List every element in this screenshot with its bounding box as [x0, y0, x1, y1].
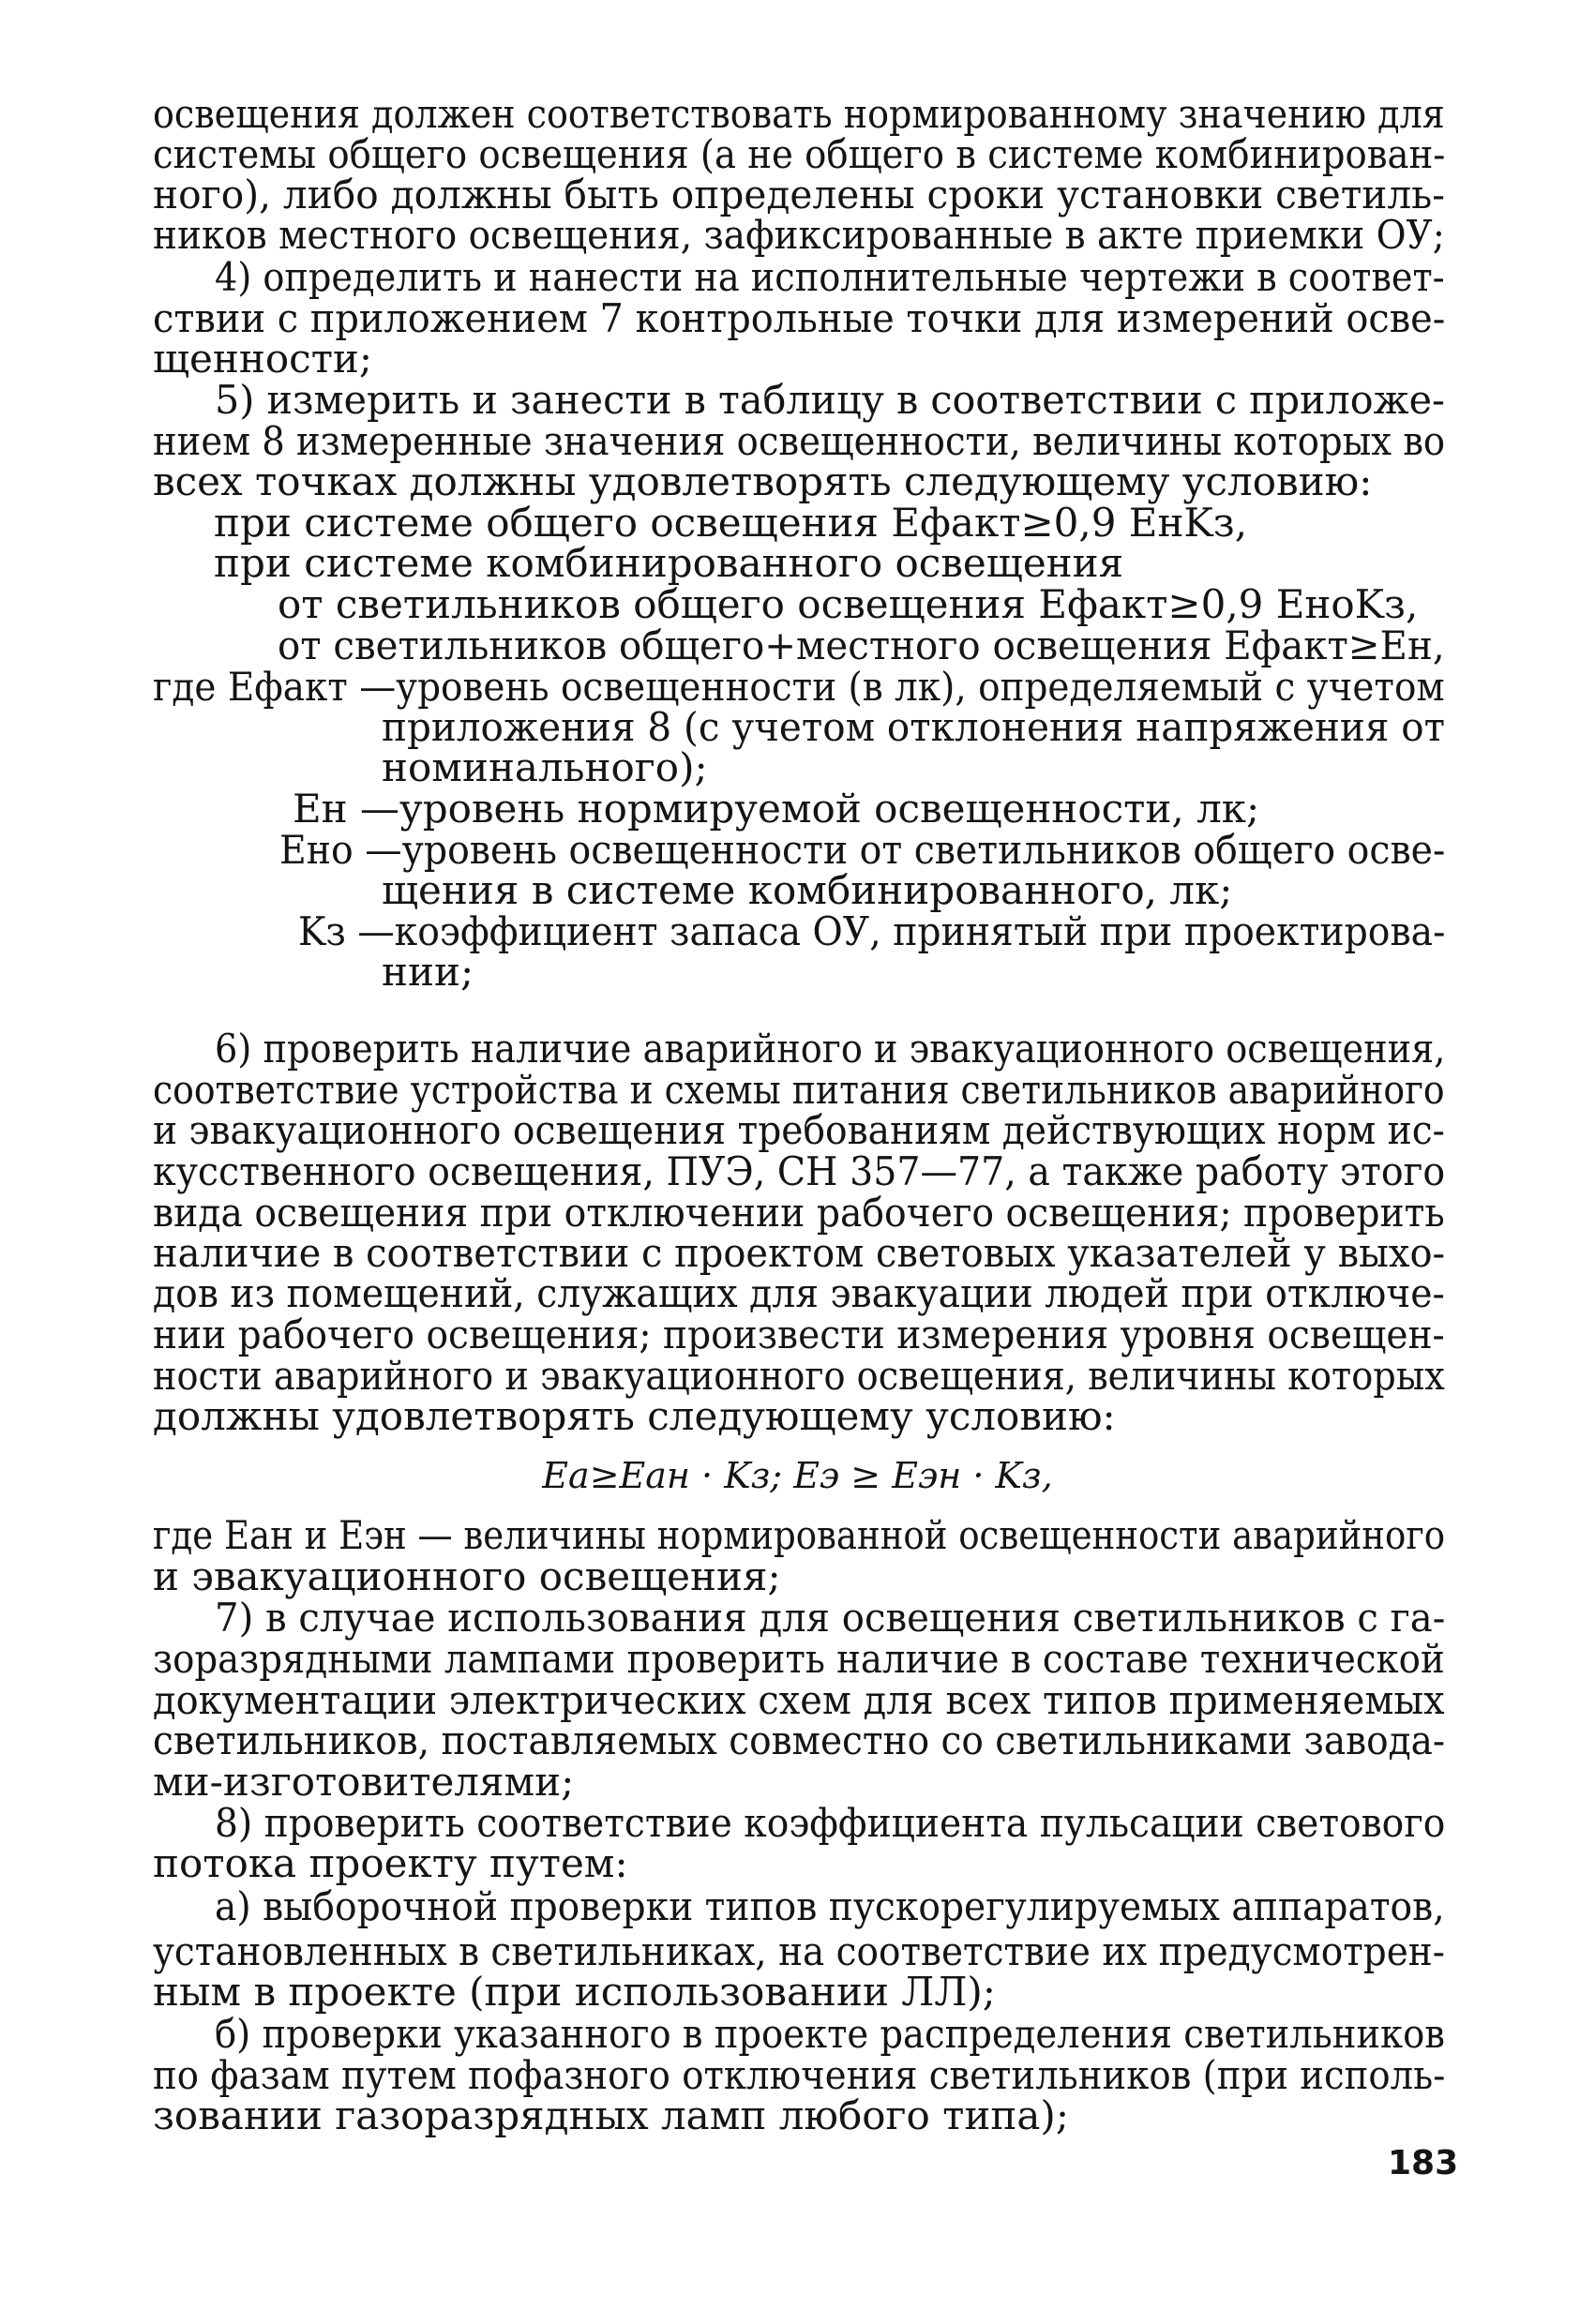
text-line: наличие в соответствии с проектом световых указателей у выхо-: [153, 1230, 1446, 1276]
text-line: и эвакуационного освещения требованиям действующих норм ис-: [153, 1107, 1445, 1153]
text-line: а) выборочной проверки типов пускорегулируемых аппаратов,: [215, 1883, 1445, 1929]
text-line: вида освещения при отключении рабочего освещения; проверить: [153, 1190, 1445, 1236]
text-line: щенности;: [153, 336, 373, 382]
text-line: Eн —уровень нормируемой освещенности, лк;: [293, 786, 1260, 832]
text-line: должны удовлетворять следующему условию:: [153, 1393, 1116, 1439]
text-line: ствии с приложением 7 контрольные точки для измерений осве-: [153, 295, 1446, 341]
text-line: освещения должен соответствовать нормированному значению для: [153, 91, 1445, 137]
text-line: где Eфакт —уровень освещенности (в лк), определяемый с учетом: [153, 664, 1445, 710]
text-line: нием 8 измеренные значения освещенности, величины которых во: [153, 418, 1446, 464]
text-line: 6) проверить наличие аварийного и эвакуационного освещения,: [215, 1026, 1446, 1072]
text-line: при системе общего освещения Eфакт≥0,9 EнKз,: [214, 500, 1248, 546]
text-line: ми-изготовителями;: [153, 1759, 575, 1805]
text-line: и эвакуационного освещения;: [153, 1553, 781, 1599]
text-line: Kз —коэффициент запаса ОУ, принятый при проектирова-: [298, 908, 1446, 954]
text-line: при системе комбинированного освещения: [214, 540, 1124, 586]
text-line: всех точках должны удовлетворять следующему условию:: [153, 458, 1373, 504]
text-line: кусственного освещения, ПУЭ, СН 357—77, а также работу этого: [153, 1148, 1446, 1194]
text-line: установленных в светильниках, на соответствие их предусмотрен-: [153, 1928, 1445, 1974]
text-line: 4) определить и нанести на исполнительные чертежи в соответ-: [215, 254, 1445, 300]
formula: Ea≥Eан · Kз; Eэ ≥ Eэн · Kз,: [542, 1455, 1053, 1496]
text-line: системы общего освещения (а не общего в системе комбинирован-: [153, 131, 1446, 177]
text-line: 5) измерить и занести в таблицу в соответствии с приложе-: [215, 377, 1445, 423]
text-line: ников местного освещения, зафиксированные в акте приемки ОУ;: [153, 212, 1445, 258]
text-line: светильников, поставляемых совместно со светильниками завода-: [153, 1717, 1446, 1763]
text-line: документации электрических схем для всех типов применяемых: [153, 1677, 1445, 1723]
text-line: 7) в случае использования для освещения светильников с га-: [215, 1595, 1446, 1641]
text-line: приложения 8 (с учетом отклонения напряжения от: [382, 704, 1446, 750]
text-line: где Eан и Eэн — величины нормированной освещенности аварийного: [153, 1512, 1446, 1558]
text-line: ного), либо должны быть определены сроки установки светиль-: [153, 172, 1446, 217]
text-line: б) проверки указанного в проекте распределения светильников: [215, 2011, 1445, 2057]
text-line: нии;: [382, 949, 474, 995]
text-line: соответствие устройства и схемы питания светильников аварийного: [153, 1067, 1445, 1113]
text-line: 8) проверить соответствие коэффициента пульсации светового: [215, 1800, 1446, 1846]
text-line: по фазам путем пофазного отключения светильников (при исполь-: [153, 2052, 1446, 2098]
text-line: ности аварийного и эвакуационного освещения, величины которых: [153, 1353, 1445, 1399]
text-line: от светильников общего освещения Eфакт≥0,9 EноKз,: [278, 581, 1419, 627]
text-line: зоразрядными лампами проверить наличие в составе технической: [153, 1636, 1445, 1682]
text-line: потока проекту путем:: [153, 1840, 628, 1886]
text-line: Eно —уровень освещенности от светильников общего осве-: [279, 827, 1446, 873]
text-line: щения в системе комбинированного, лк;: [382, 867, 1233, 913]
text-line: нии рабочего освещения; произвести измерения уровня освещен-: [153, 1312, 1445, 1357]
page-number: 183: [1388, 2144, 1459, 2182]
text-line: от светильников общего+местного освещения Eфакт≥Eн,: [278, 622, 1445, 668]
text-line: номинального);: [382, 744, 708, 790]
text-line: дов из помещений, служащих для эвакуации людей при отключе-: [153, 1270, 1445, 1316]
text-line: ным в проекте (при использовании ЛЛ);: [153, 1969, 996, 2015]
text-line: зовании газоразрядных ламп любого типа);: [153, 2092, 1069, 2138]
